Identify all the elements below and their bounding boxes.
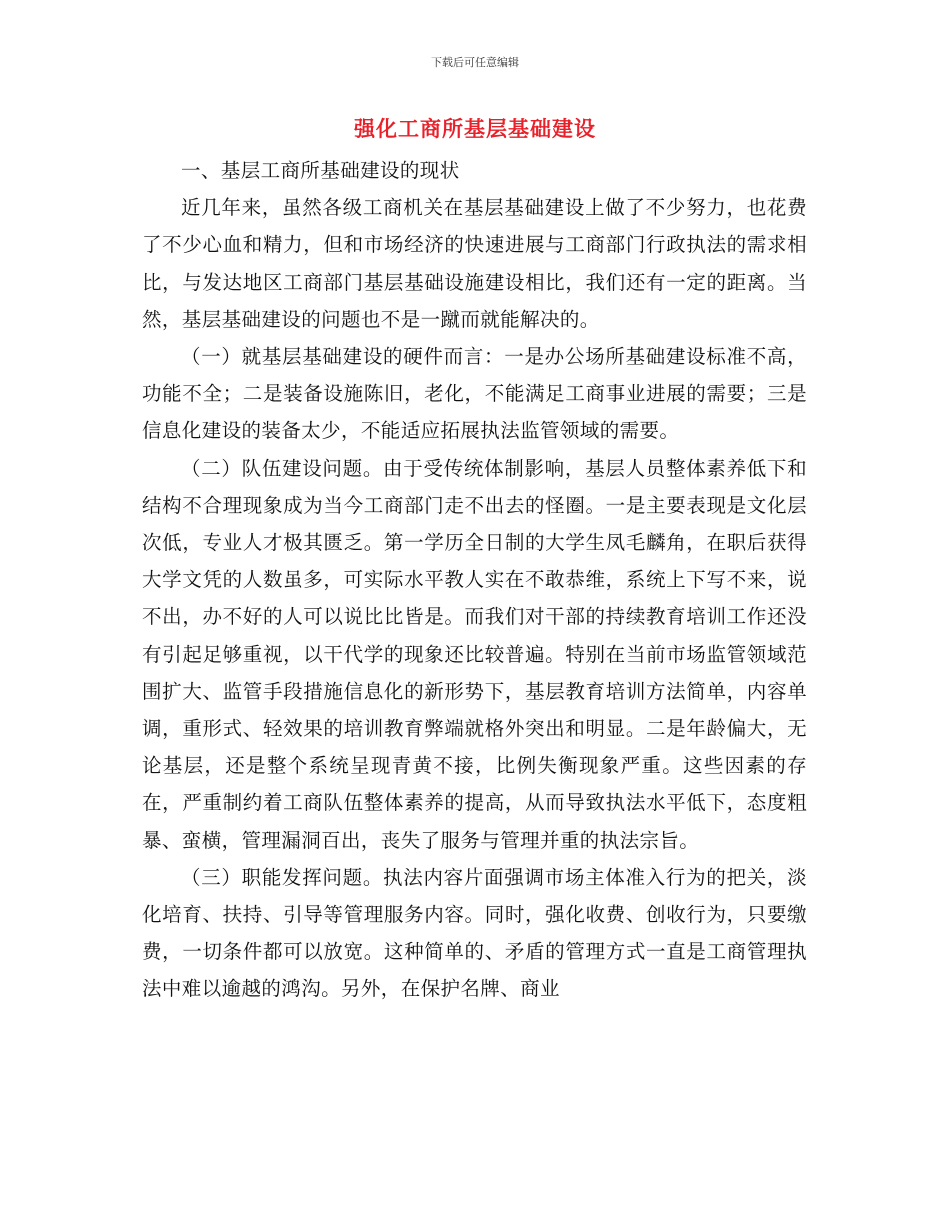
header-note: 下载后可任意编辑 [431,56,519,69]
section-heading: 一、基层工商所基础建设的现状 [181,159,460,182]
paragraph-hardware: （一）就基层基础建设的硬件而言：一是办公场所基础建设标准不高，功能不全；二是装备设施陈旧，老化，不能满足工商事业进展的需要；三是信息化建设的装备太少，不能适应拓展执法监管领域的需要。 [142,345,807,443]
paragraph-team: （二）队伍建设问题。由于受传统体制影响，基层人员整体素养低下和结构不合理现象成为当今工商部门走不出去的怪圈。一是主要表现是文化层次低，专业人才极其匮乏。第一学历全日制的大学生凤毛麟角，在职后获得大学文凭的人数虽多，可实际水平教人实在不敢恭维，系统上下写不来，说不出，办不好的人可以说比比皆是。而我们对干部的持续教育培训工作还没有引起足够重视，以干代学的现象还比较普遍。特别在当前市场监管领域范围扩大、监管手段措施信息化的新形势下，基层教育培训方法简单，内容单调，重形式、轻效果的培训教育弊端就格外突出和明显。二是年龄偏大，无论基层，还是整个系统呈现青黄不接，比例失衡现象严重。这些因素的存在，严重制约着工商队伍整体素养的提高，从而导致执法水平低下，态度粗暴、蛮横，管理漏洞百出，丧失了服务与管理并重的执法宗旨。 [142,456,807,852]
document-title: 强化工商所基层基础建设 [354,116,596,141]
paragraph-function: （三）职能发挥问题。执法内容片面强调市场主体准入行为的把关，淡化培育、扶持、引导等管理服务内容。同时，强化收费、创收行为，只要缴费，一切条件都可以放宽。这种简单的、矛盾的管理方式一直是工商管理执法中难以逾越的鸿沟。另外，在保护名牌、商业 [142,865,807,1001]
document-body [142,152,807,1008]
paragraph-intro: 近几年来，虽然各级工商机关在基层基础建设上做了不少努力，也花费了不少心血和精力，但和市场经济的快速进展与工商部门行政执法的需求相比，与发达地区工商部门基层基础设施建设相比，我们还有一定的距离。当然，基层基础建设的问题也不是一蹴而就能解决的。 [142,196,807,331]
